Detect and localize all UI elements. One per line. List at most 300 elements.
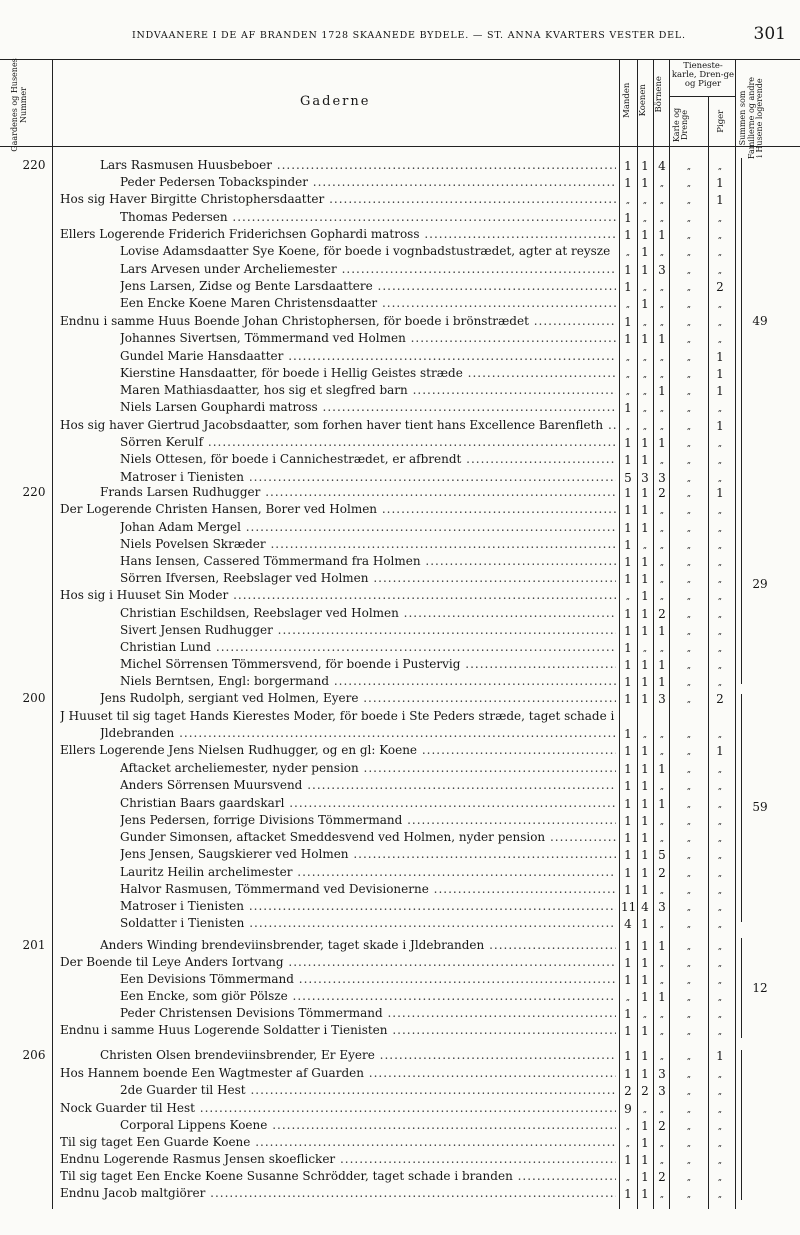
count-kd: „	[686, 1010, 692, 1019]
count-kd: „	[686, 765, 692, 774]
resident-entry: Nock Guarder til Hest .....	[60, 1101, 616, 1115]
table-row	[0, 418, 800, 435]
count-p: „	[717, 1173, 723, 1182]
col-koenen: Koenen	[637, 84, 648, 117]
count-k: 3	[641, 471, 649, 485]
count-m: 1	[624, 572, 632, 586]
count-kd: „	[686, 231, 692, 240]
count-k: 1	[641, 176, 649, 190]
count-kd: „	[686, 800, 692, 809]
count-m: 1	[624, 503, 632, 517]
count-p: „	[717, 162, 723, 171]
count-kd: „	[686, 1087, 692, 1096]
count-p: „	[717, 248, 723, 257]
count-kd: „	[686, 1105, 692, 1114]
count-k: 1	[641, 848, 649, 862]
count-kd: „	[686, 162, 692, 171]
count-p: 1	[716, 350, 724, 364]
table-row	[0, 571, 800, 588]
count-p: „	[717, 782, 723, 791]
count-m: „	[625, 300, 631, 309]
table-row	[0, 158, 800, 175]
count-p: 1	[716, 744, 724, 758]
count-m: 1	[624, 658, 632, 672]
resident-entry: Hos sig i Huuset Sin Moder .....	[60, 588, 616, 602]
table-row	[0, 400, 800, 417]
count-b: 1	[658, 332, 666, 346]
count-kd: „	[686, 817, 692, 826]
count-kd: „	[686, 1122, 692, 1131]
count-b: 3	[658, 1084, 666, 1098]
count-p: „	[717, 318, 723, 327]
table-top-rule	[0, 59, 800, 60]
count-p: „	[717, 1139, 723, 1148]
count-m: 1	[624, 555, 632, 569]
count-b: 1	[658, 939, 666, 953]
count-k: „	[642, 541, 648, 550]
count-p: „	[717, 231, 723, 240]
table-row	[0, 691, 800, 708]
count-p: „	[717, 1105, 723, 1114]
resident-entry: Een Encke, som giör Pölsze .....	[120, 989, 616, 1003]
count-m: 1	[624, 436, 632, 450]
resident-entry: Gunder Simonsen, aftacket Smeddesvend ved Holmen, nyder pension .....	[120, 830, 616, 844]
count-b: „	[659, 318, 665, 327]
table-row	[0, 1169, 800, 1186]
count-b: „	[659, 541, 665, 550]
count-b: „	[659, 1105, 665, 1114]
count-m: 1	[624, 641, 632, 655]
count-b: „	[659, 248, 665, 257]
count-p: „	[717, 886, 723, 895]
table-row	[0, 1083, 800, 1100]
count-p: „	[717, 558, 723, 567]
count-kd: „	[686, 1190, 692, 1199]
resident-entry: Matroser i Tienisten .....	[120, 899, 616, 913]
count-p: „	[717, 661, 723, 670]
count-k: 1	[641, 453, 649, 467]
count-k: 1	[641, 1067, 649, 1081]
resident-entry: Hos sig Haver Birgitte Christophersdaatter .....	[60, 192, 616, 206]
count-m: „	[625, 993, 631, 1002]
count-p: „	[717, 592, 723, 601]
count-k: „	[642, 387, 648, 396]
count-p: „	[717, 474, 723, 483]
count-m: 1	[624, 401, 632, 415]
count-k: 1	[641, 675, 649, 689]
resident-entry: Thomas Pedersen .....	[120, 210, 616, 224]
group-bracket	[741, 938, 742, 1038]
count-b: 1	[658, 762, 666, 776]
table-row	[0, 588, 800, 605]
table-row	[0, 674, 800, 691]
running-title: INDVAANERE I DE AF BRANDEN 1728 SKAANEDE BYDELE. — ST. ANNA KVARTERS VESTER DEL.	[132, 30, 686, 41]
col-tjeneste: Tieneste-karle, Dren-ge og Piger	[671, 61, 735, 89]
table-row	[0, 349, 800, 366]
resident-entry: Sivert Jensen Rudhugger .....	[120, 623, 616, 637]
resident-entry: Der Logerende Christen Hansen, Borer ved Holmen .....	[60, 502, 616, 516]
count-b: „	[659, 422, 665, 431]
count-m: 1	[624, 692, 632, 706]
count-p: „	[717, 1122, 723, 1131]
count-b: 1	[658, 658, 666, 672]
count-k: 1	[641, 1187, 649, 1201]
count-p: „	[717, 903, 723, 912]
count-m: 1	[624, 211, 632, 225]
count-k: 1	[641, 245, 649, 259]
count-kd: „	[686, 747, 692, 756]
count-m: 2	[624, 1084, 632, 1098]
count-p: „	[717, 214, 723, 223]
count-m: 1	[624, 280, 632, 294]
count-kd: „	[686, 575, 692, 584]
resident-entry: 2de Guarder til Hest .....	[120, 1083, 616, 1097]
table-row	[0, 743, 800, 760]
count-kd: „	[686, 1070, 692, 1079]
count-k: 1	[641, 436, 649, 450]
count-b: „	[659, 1052, 665, 1061]
count-m: 1	[624, 956, 632, 970]
count-m: 1	[624, 228, 632, 242]
count-k: 1	[641, 159, 649, 173]
table-row	[0, 761, 800, 778]
count-p: „	[717, 1070, 723, 1079]
resident-entry: Jens Larsen, Zidse og Bente Larsdaattere .....	[120, 279, 616, 293]
table-row	[0, 830, 800, 847]
count-k: 1	[641, 883, 649, 897]
count-k: 2	[641, 1084, 649, 1098]
col-gaard-nr: Gaardenes og Husenes Nummer	[10, 58, 28, 152]
count-m: 1	[624, 486, 632, 500]
resident-entry: Een Encke Koene Maren Christensdaatter .....	[120, 296, 616, 310]
resident-entry: Christian Baars gaardskarl .....	[120, 796, 616, 810]
count-kd: „	[686, 851, 692, 860]
count-m: „	[625, 248, 631, 257]
table-row	[0, 813, 800, 830]
resident-entry: Sörren Ifversen, Reebslager ved Holmen .....	[120, 571, 616, 585]
count-b: „	[659, 886, 665, 895]
table-row	[0, 1152, 800, 1169]
resident-entry: Jldebranden .....	[100, 726, 616, 740]
resident-entry: Peder Christensen Devisions Tömmermand .....	[120, 1006, 616, 1020]
count-kd: „	[686, 422, 692, 431]
count-kd: „	[686, 404, 692, 413]
count-k: „	[642, 1010, 648, 1019]
count-p: „	[717, 439, 723, 448]
table-row	[0, 1066, 800, 1083]
count-kd: „	[686, 370, 692, 379]
resident-entry: Johannes Sivertsen, Tömmermand ved Holmen .....	[120, 331, 616, 345]
count-p: „	[717, 959, 723, 968]
group-total: 29	[752, 577, 768, 591]
table-row	[0, 972, 800, 989]
count-k: 1	[641, 956, 649, 970]
resident-entry: Johan Adam Mergel .....	[120, 520, 616, 534]
count-b: „	[659, 782, 665, 791]
count-k: 1	[641, 658, 649, 672]
count-b: „	[659, 920, 665, 929]
count-kd: „	[686, 214, 692, 223]
count-b: 3	[658, 692, 666, 706]
count-m: „	[625, 592, 631, 601]
count-b: „	[659, 1010, 665, 1019]
resident-entry: Hans Iensen, Cassered Tömmermand fra Holmen .....	[120, 554, 616, 568]
count-m: 1	[624, 848, 632, 862]
resident-entry: Michel Sörrensen Tömmersvend, för boende i Pustervig .....	[120, 657, 616, 671]
count-kd: „	[686, 283, 692, 292]
resident-entry: Halvor Rasmusen, Tömmermand ved Devisionerne .....	[120, 882, 616, 896]
count-p: 1	[716, 486, 724, 500]
count-kd: „	[686, 248, 692, 257]
count-m: 1	[624, 675, 632, 689]
group-total: 49	[752, 314, 768, 328]
group-total: 59	[752, 800, 768, 814]
count-kd: „	[686, 959, 692, 968]
resident-entry: Corporal Lippens Koene .....	[120, 1118, 616, 1132]
resident-entry: Endnu Logerende Rasmus Jensen skoeflicker .....	[60, 1152, 616, 1166]
count-p: „	[717, 678, 723, 687]
table-row	[0, 955, 800, 972]
count-b: 1	[658, 675, 666, 689]
table-row	[0, 262, 800, 279]
count-k: 1	[641, 939, 649, 953]
count-b: „	[659, 179, 665, 188]
count-m: 1	[624, 538, 632, 552]
count-k: 1	[641, 624, 649, 638]
count-p: „	[717, 266, 723, 275]
table-row	[0, 1006, 800, 1023]
count-m: 1	[624, 779, 632, 793]
count-k: 1	[641, 486, 649, 500]
count-b: „	[659, 644, 665, 653]
count-b: „	[659, 976, 665, 985]
resident-entry: Anders Winding brendeviinsbrender, taget skade i Jldebranden .....	[100, 938, 616, 952]
count-k: 1	[641, 762, 649, 776]
resident-entry: Endnu i samme Huus Logerende Soldatter i Tienisten .....	[60, 1023, 616, 1037]
table-row	[0, 709, 800, 726]
count-b: „	[659, 506, 665, 515]
resident-entry: Jens Rudolph, sergiant ved Holmen, Eyere .....	[100, 691, 616, 705]
resident-entry: Aftacket archeliemester, nyder pension .....	[120, 761, 616, 775]
resident-entry: Kierstine Hansdaatter, för boede i Hellig Geistes stræde .....	[120, 366, 616, 380]
count-b: „	[659, 456, 665, 465]
count-b: 3	[658, 900, 666, 914]
count-kd: „	[686, 456, 692, 465]
table-row	[0, 175, 800, 192]
count-m: 1	[624, 1187, 632, 1201]
count-kd: „	[686, 610, 692, 619]
table-row	[0, 1135, 800, 1152]
resident-entry: Lars Arvesen under Archeliemester .....	[120, 262, 616, 276]
count-b: „	[659, 524, 665, 533]
count-p: „	[717, 627, 723, 636]
count-b: „	[659, 404, 665, 413]
count-kd: „	[686, 920, 692, 929]
count-p: „	[717, 851, 723, 860]
table-row	[0, 537, 800, 554]
count-kd: „	[686, 474, 692, 483]
count-k: „	[642, 644, 648, 653]
count-p: 1	[716, 193, 724, 207]
count-kd: „	[686, 558, 692, 567]
table-row	[0, 1101, 800, 1118]
count-k: 1	[641, 1136, 649, 1150]
count-p: „	[717, 456, 723, 465]
count-p: „	[717, 869, 723, 878]
count-b: „	[659, 834, 665, 843]
table-row	[0, 796, 800, 813]
count-b: 1	[658, 228, 666, 242]
count-b: 2	[658, 866, 666, 880]
resident-entry: Jens Jensen, Saugskierer ved Holmen .....	[120, 847, 616, 861]
table-row	[0, 916, 800, 933]
count-b: „	[659, 1190, 665, 1199]
count-m: 1	[624, 624, 632, 638]
count-k: 1	[641, 692, 649, 706]
count-kd: „	[686, 976, 692, 985]
table-row	[0, 296, 800, 313]
count-kd: „	[686, 834, 692, 843]
count-b: „	[659, 1156, 665, 1165]
count-kd: „	[686, 592, 692, 601]
count-b: 2	[658, 607, 666, 621]
count-k: 1	[641, 744, 649, 758]
col-gaderne: Gaderne	[300, 94, 371, 109]
page-number: 301	[753, 24, 786, 44]
resident-entry: Christen Olsen brendeviinsbrender, Er Eyere .....	[100, 1048, 616, 1062]
count-k: 1	[641, 503, 649, 517]
count-kd: „	[686, 506, 692, 515]
count-p: „	[717, 300, 723, 309]
table-row	[0, 1048, 800, 1065]
count-k: „	[642, 370, 648, 379]
count-k: 1	[641, 779, 649, 793]
count-k: „	[642, 214, 648, 223]
count-k: 1	[641, 297, 649, 311]
count-p: 1	[716, 176, 724, 190]
count-b: 4	[658, 159, 666, 173]
count-m: 1	[624, 1153, 632, 1167]
resident-entry: Soldatter i Tienisten .....	[120, 916, 616, 930]
count-k: 4	[641, 900, 649, 914]
count-k: 1	[641, 1049, 649, 1063]
table-row	[0, 279, 800, 296]
count-kd: „	[686, 903, 692, 912]
resident-entry: Hos sig haver Giertrud Jacobsdaatter, som forhen haver tient hans Excellence Barenfleth .....	[60, 418, 616, 432]
count-k: „	[642, 283, 648, 292]
count-kd: „	[686, 353, 692, 362]
resident-entry: Een Devisions Tömmermand .....	[120, 972, 616, 986]
count-kd: „	[686, 1052, 692, 1061]
count-k: 1	[641, 1024, 649, 1038]
count-m: „	[625, 370, 631, 379]
count-k: 1	[641, 228, 649, 242]
count-m: 1	[624, 831, 632, 845]
count-p: „	[717, 644, 723, 653]
table-row	[0, 520, 800, 537]
count-m: 1	[624, 814, 632, 828]
count-kd: „	[686, 886, 692, 895]
table-row	[0, 938, 800, 955]
count-m: „	[625, 387, 631, 396]
count-b: 5	[658, 848, 666, 862]
count-m: 1	[624, 453, 632, 467]
resident-entry: Niels Ottesen, för boede i Cannichestrædet, er afbrendt .....	[120, 452, 616, 466]
group-total: 12	[752, 981, 768, 995]
count-b: 1	[658, 436, 666, 450]
count-m: 5	[624, 471, 632, 485]
table-row	[0, 244, 800, 261]
page-header	[0, 24, 800, 48]
table-row	[0, 502, 800, 519]
resident-entry: Niels Berntsen, Engl: borgermand .....	[120, 674, 616, 688]
count-kd: „	[686, 695, 692, 704]
resident-entry: Lars Rasmusen Huusbeboer .....	[100, 158, 616, 172]
resident-entry: Christian Eschildsen, Reebslager ved Holmen .....	[120, 606, 616, 620]
count-b: 1	[658, 384, 666, 398]
group-bracket	[741, 480, 742, 684]
count-p: „	[717, 920, 723, 929]
count-b: „	[659, 747, 665, 756]
house-number: 201	[22, 938, 46, 952]
count-m: 1	[624, 727, 632, 741]
table-row	[0, 435, 800, 452]
count-p: 1	[716, 419, 724, 433]
count-k: 1	[641, 866, 649, 880]
count-p: „	[717, 575, 723, 584]
count-k: 1	[641, 990, 649, 1004]
table-row	[0, 847, 800, 864]
col-piger: Piger	[715, 109, 726, 133]
count-k: 1	[641, 797, 649, 811]
resident-entry: J Huuset til sig taget Hands Kierestes Moder, för boede i Ste Peders stræde, taget schade i	[60, 709, 615, 723]
count-p: „	[717, 730, 723, 739]
count-p: „	[717, 541, 723, 550]
count-m: 1	[624, 607, 632, 621]
house-number: 200	[22, 691, 46, 705]
count-b: „	[659, 370, 665, 379]
count-b: „	[659, 353, 665, 362]
table-row	[0, 899, 800, 916]
count-m: 1	[624, 1024, 632, 1038]
count-b: „	[659, 196, 665, 205]
count-k: 1	[641, 521, 649, 535]
count-b: 2	[658, 486, 666, 500]
table-row	[0, 1186, 800, 1203]
count-m: 11	[621, 900, 637, 914]
count-m: 1	[624, 762, 632, 776]
count-kd: „	[686, 678, 692, 687]
table-row	[0, 192, 800, 209]
count-kd: „	[686, 1173, 692, 1182]
resident-entry: Christian Lund .....	[120, 640, 616, 654]
count-p: „	[717, 993, 723, 1002]
count-p: 1	[716, 367, 724, 381]
count-k: 1	[641, 1170, 649, 1184]
count-k: 1	[641, 589, 649, 603]
count-b: „	[659, 592, 665, 601]
count-m: „	[625, 353, 631, 362]
count-kd: „	[686, 1156, 692, 1165]
count-p: „	[717, 765, 723, 774]
count-b: „	[659, 283, 665, 292]
table-row	[0, 383, 800, 400]
resident-entry: Lauritz Heilin archelimester .....	[120, 865, 616, 879]
count-k: 1	[641, 1119, 649, 1133]
resident-entry: Til sig taget Een Encke Koene Susanne Schrödder, taget schade i branden .....	[60, 1169, 616, 1183]
table-row	[0, 366, 800, 383]
count-m: 1	[624, 1067, 632, 1081]
